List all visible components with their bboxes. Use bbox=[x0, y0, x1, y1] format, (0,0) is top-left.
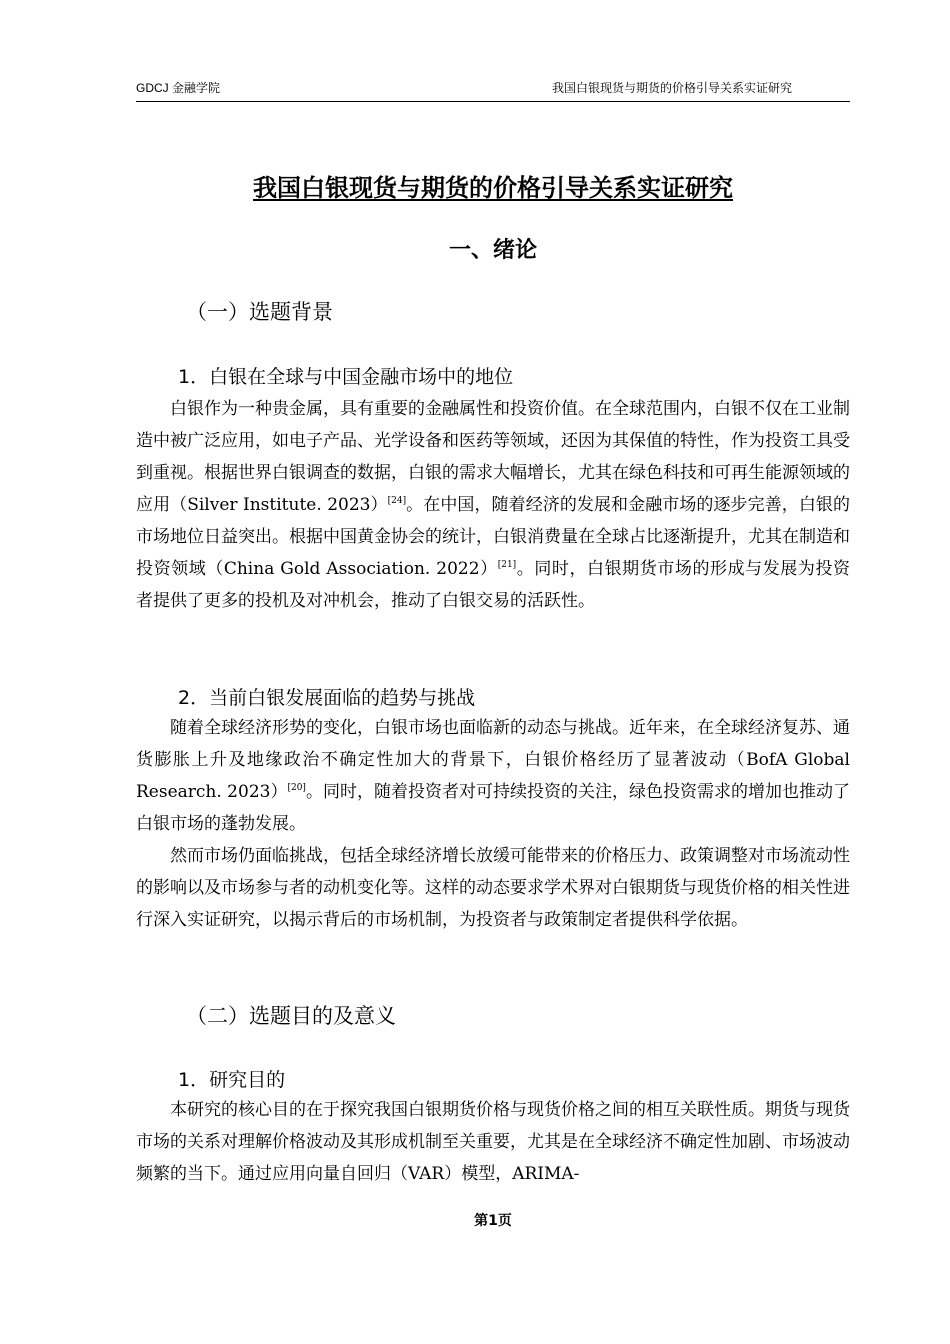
paragraph-text: 白银作为一种贵金属，具有重要的金融属性和投资价值。在全球范围内，白银不仅在工业制造中被广泛应用，如电子产品、光学设备和医药等领域，还因为其保值的特性，作为投资工具受到重视。根据世界白银调查的数据，白银的需求大幅增长，尤其在绿色科技和可再生能源领域的应用（Silver Institute. 2023） bbox=[136, 399, 850, 515]
subsection-heading-research-goal: 1．研究目的 bbox=[178, 1069, 286, 1091]
paragraph-text: 。同时，白银期货市场的形成与发展为投资者提供了更多的投机及对冲机会，推动了白银交易的活跃性。 bbox=[136, 559, 851, 611]
paragraph-text: 随着全球经济形势的变化，白银市场也面临新的动态与挑战。近年来，在全球经济复苏、通货膨胀上升及地缘政治不确定性加大的背景下，白银价格经历了显著波动（BofA Global Research. 2023） bbox=[136, 718, 850, 802]
citation-ref: [20] bbox=[287, 783, 306, 793]
paragraph-silver-status bbox=[136, 393, 850, 617]
subsection-heading-silver-status: 1．白银在全球与中国金融市场中的地位 bbox=[178, 366, 514, 388]
page-header bbox=[136, 79, 850, 102]
paragraph-challenges: 然而市场仍面临挑战，包括全球经济增长放缓可能带来的价格压力、政策调整对市场流动性的影响以及市场参与者的动机变化等。这样的动态要求学术界对白银期货与现货价格的相关性进行深入实证研究，以揭示背后的市场机制，为投资者与政策制定者提供科学依据。 bbox=[136, 846, 850, 930]
paragraph-trends bbox=[136, 712, 850, 840]
paragraph-text: 。同时，随着投资者对可持续投资的关注，绿色投资需求的增加也推动了白银市场的蓬勃发展。 bbox=[136, 782, 850, 834]
paragraph-text: 。在中国，随着经济的发展和金融市场的逐步完善，白银的市场地位日益突出。根据中国黄金协会的统计，白银消费量在全球占比逐渐提升，尤其在制造和投资领域（China Gold Association. 2022） bbox=[136, 495, 850, 579]
document-title: 我国白银现货与期货的价格引导关系实证研究 bbox=[253, 174, 733, 202]
header-running-title: 我国白银现货与期货的价格引导关系实证研究 bbox=[551, 81, 792, 95]
header-institution: GDCJ 金融学院 bbox=[136, 81, 221, 95]
citation-ref: [24] bbox=[387, 496, 407, 506]
page-number: 第1页 bbox=[474, 1213, 512, 1229]
citation-ref: [21] bbox=[497, 560, 517, 570]
chapter-heading: 一、绪论 bbox=[448, 238, 537, 263]
subsection-heading-trends: 2．当前白银发展面临的趋势与挑战 bbox=[178, 687, 476, 709]
section-heading-background: （一）选题背景 bbox=[186, 300, 333, 324]
paragraph-research-goal: 本研究的核心目的在于探究我国白银期货价格与现货价格之间的相互关联性质。期货与现货市场的关系对理解价格波动及其形成机制至关重要，尤其是在全球经济不确定性加剧、市场波动频繁的当下。通过应用向量自回归（VAR）模型，ARIMA- bbox=[136, 1100, 850, 1184]
section-heading-purpose: （二）选题目的及意义 bbox=[186, 1004, 396, 1028]
